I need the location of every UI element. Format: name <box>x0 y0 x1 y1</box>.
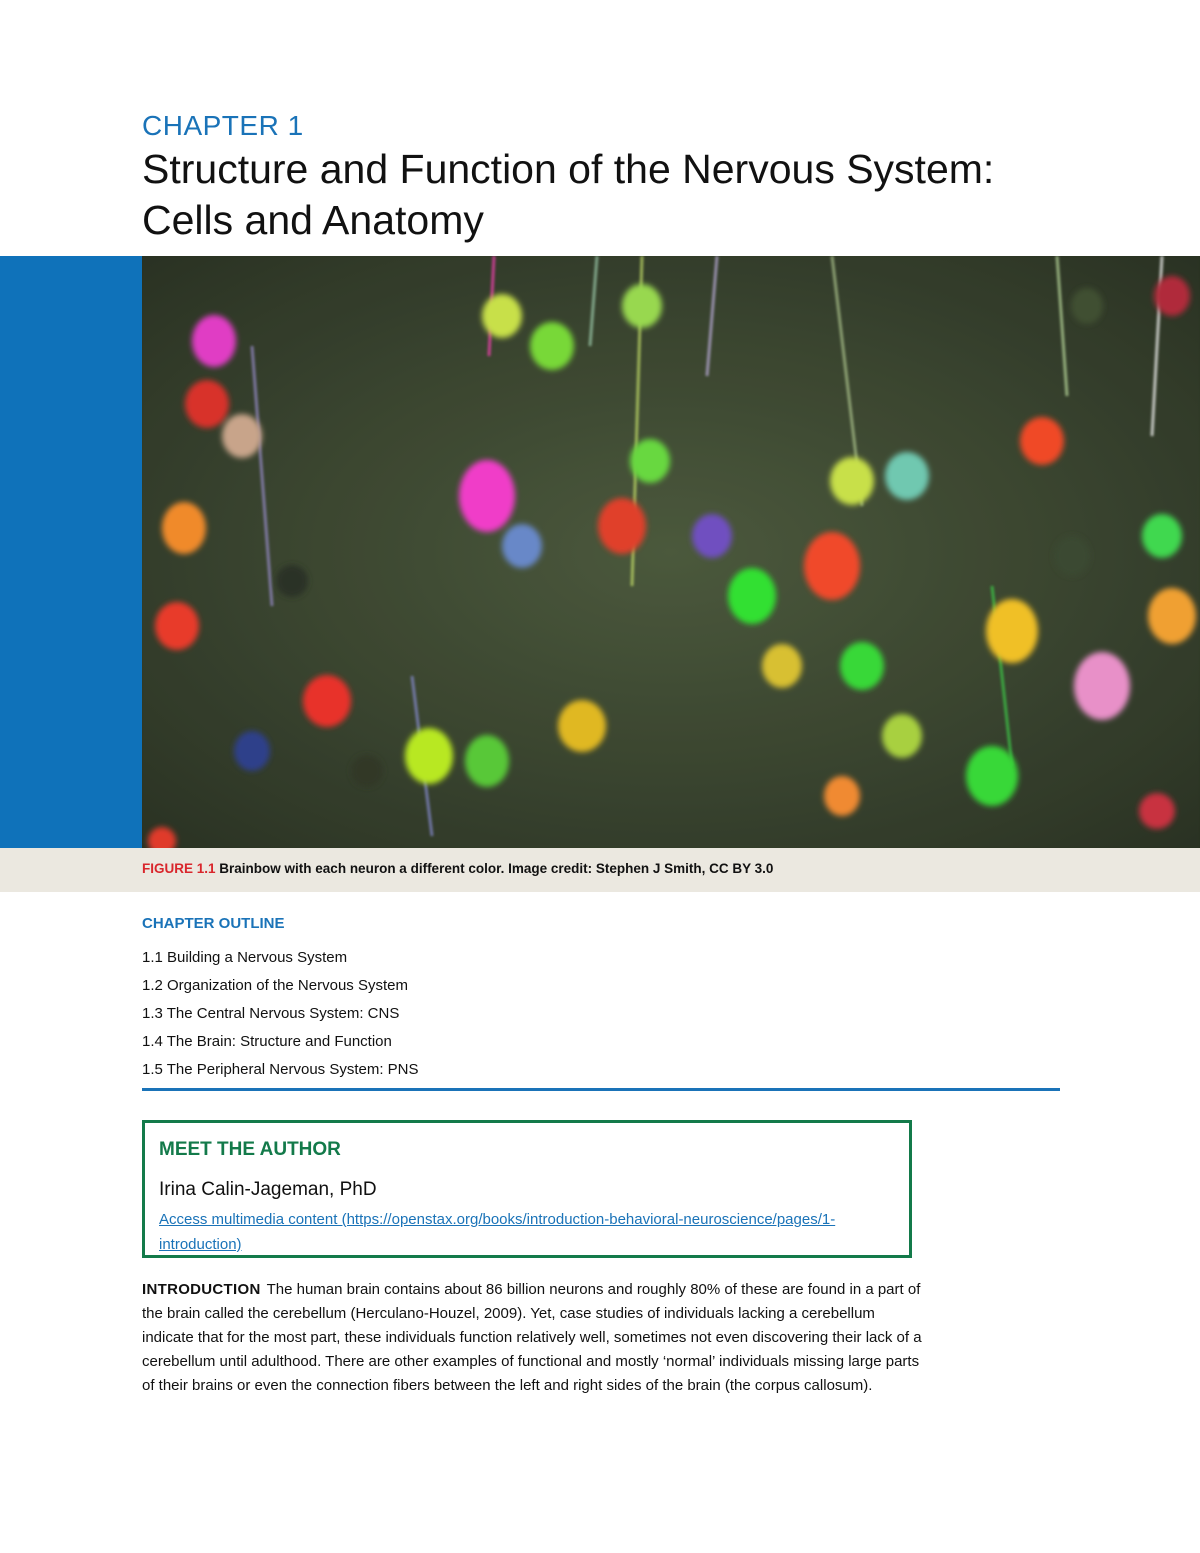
chapter-color-bar <box>0 256 142 848</box>
outline-item: 1.3 The Central Nervous System: CNS <box>142 1005 400 1022</box>
figure-caption-text: Brainbow with each neuron a different color. Image credit: Stephen J Smith, CC BY 3.0 <box>219 861 774 876</box>
meet-the-author-box <box>142 1120 912 1258</box>
outline-item: 1.5 The Peripheral Nervous System: PNS <box>142 1061 419 1078</box>
brainbow-neuron-illustration <box>142 256 1200 848</box>
chapter-label: CHAPTER 1 <box>142 110 304 141</box>
chapter-outline-heading: CHAPTER OUTLINE <box>142 915 285 932</box>
chapter-title: Structure and Function of the Nervous System: Cells and Anatomy <box>142 146 995 243</box>
brainbow-image <box>142 256 1200 848</box>
outline-divider <box>142 1088 1060 1091</box>
introduction-paragraph <box>142 1278 922 1398</box>
introduction-lead: INTRODUCTION <box>142 1281 261 1298</box>
outline-item: 1.1 Building a Nervous System <box>142 949 348 966</box>
author-name: Irina Calin-Jageman, PhD <box>159 1179 377 1200</box>
figure-caption <box>142 861 773 876</box>
introduction-body: The human brain contains about 86 billion neurons and roughly 80% of these are found in a part of the brain called the cerebellum (Herculano-Houzel, 2009). Yet, case studies of individuals lacking a cerebellum indicate that for the most part, these individuals function relatively well, sometimes not even discovering their lack of a cerebellum until adulthood. There are other examples of functional and mostly ‘normal’ individuals missing large parts of their brains or even the connection fibers between the left and right sides of the brain (the corpus callosum). <box>142 1281 922 1394</box>
author-heading: MEET THE AUTHOR <box>159 1139 341 1160</box>
outline-item: 1.2 Organization of the Nervous System <box>142 977 408 994</box>
outline-item: 1.4 The Brain: Structure and Function <box>142 1033 392 1050</box>
chapter-outline-list <box>142 944 419 1084</box>
multimedia-link[interactable]: Access multimedia content (https://openstax.org/books/introduction-behavioral-neuroscience/pages/1-introduction) <box>159 1211 836 1253</box>
figure-label: FIGURE 1.1 <box>142 861 216 876</box>
